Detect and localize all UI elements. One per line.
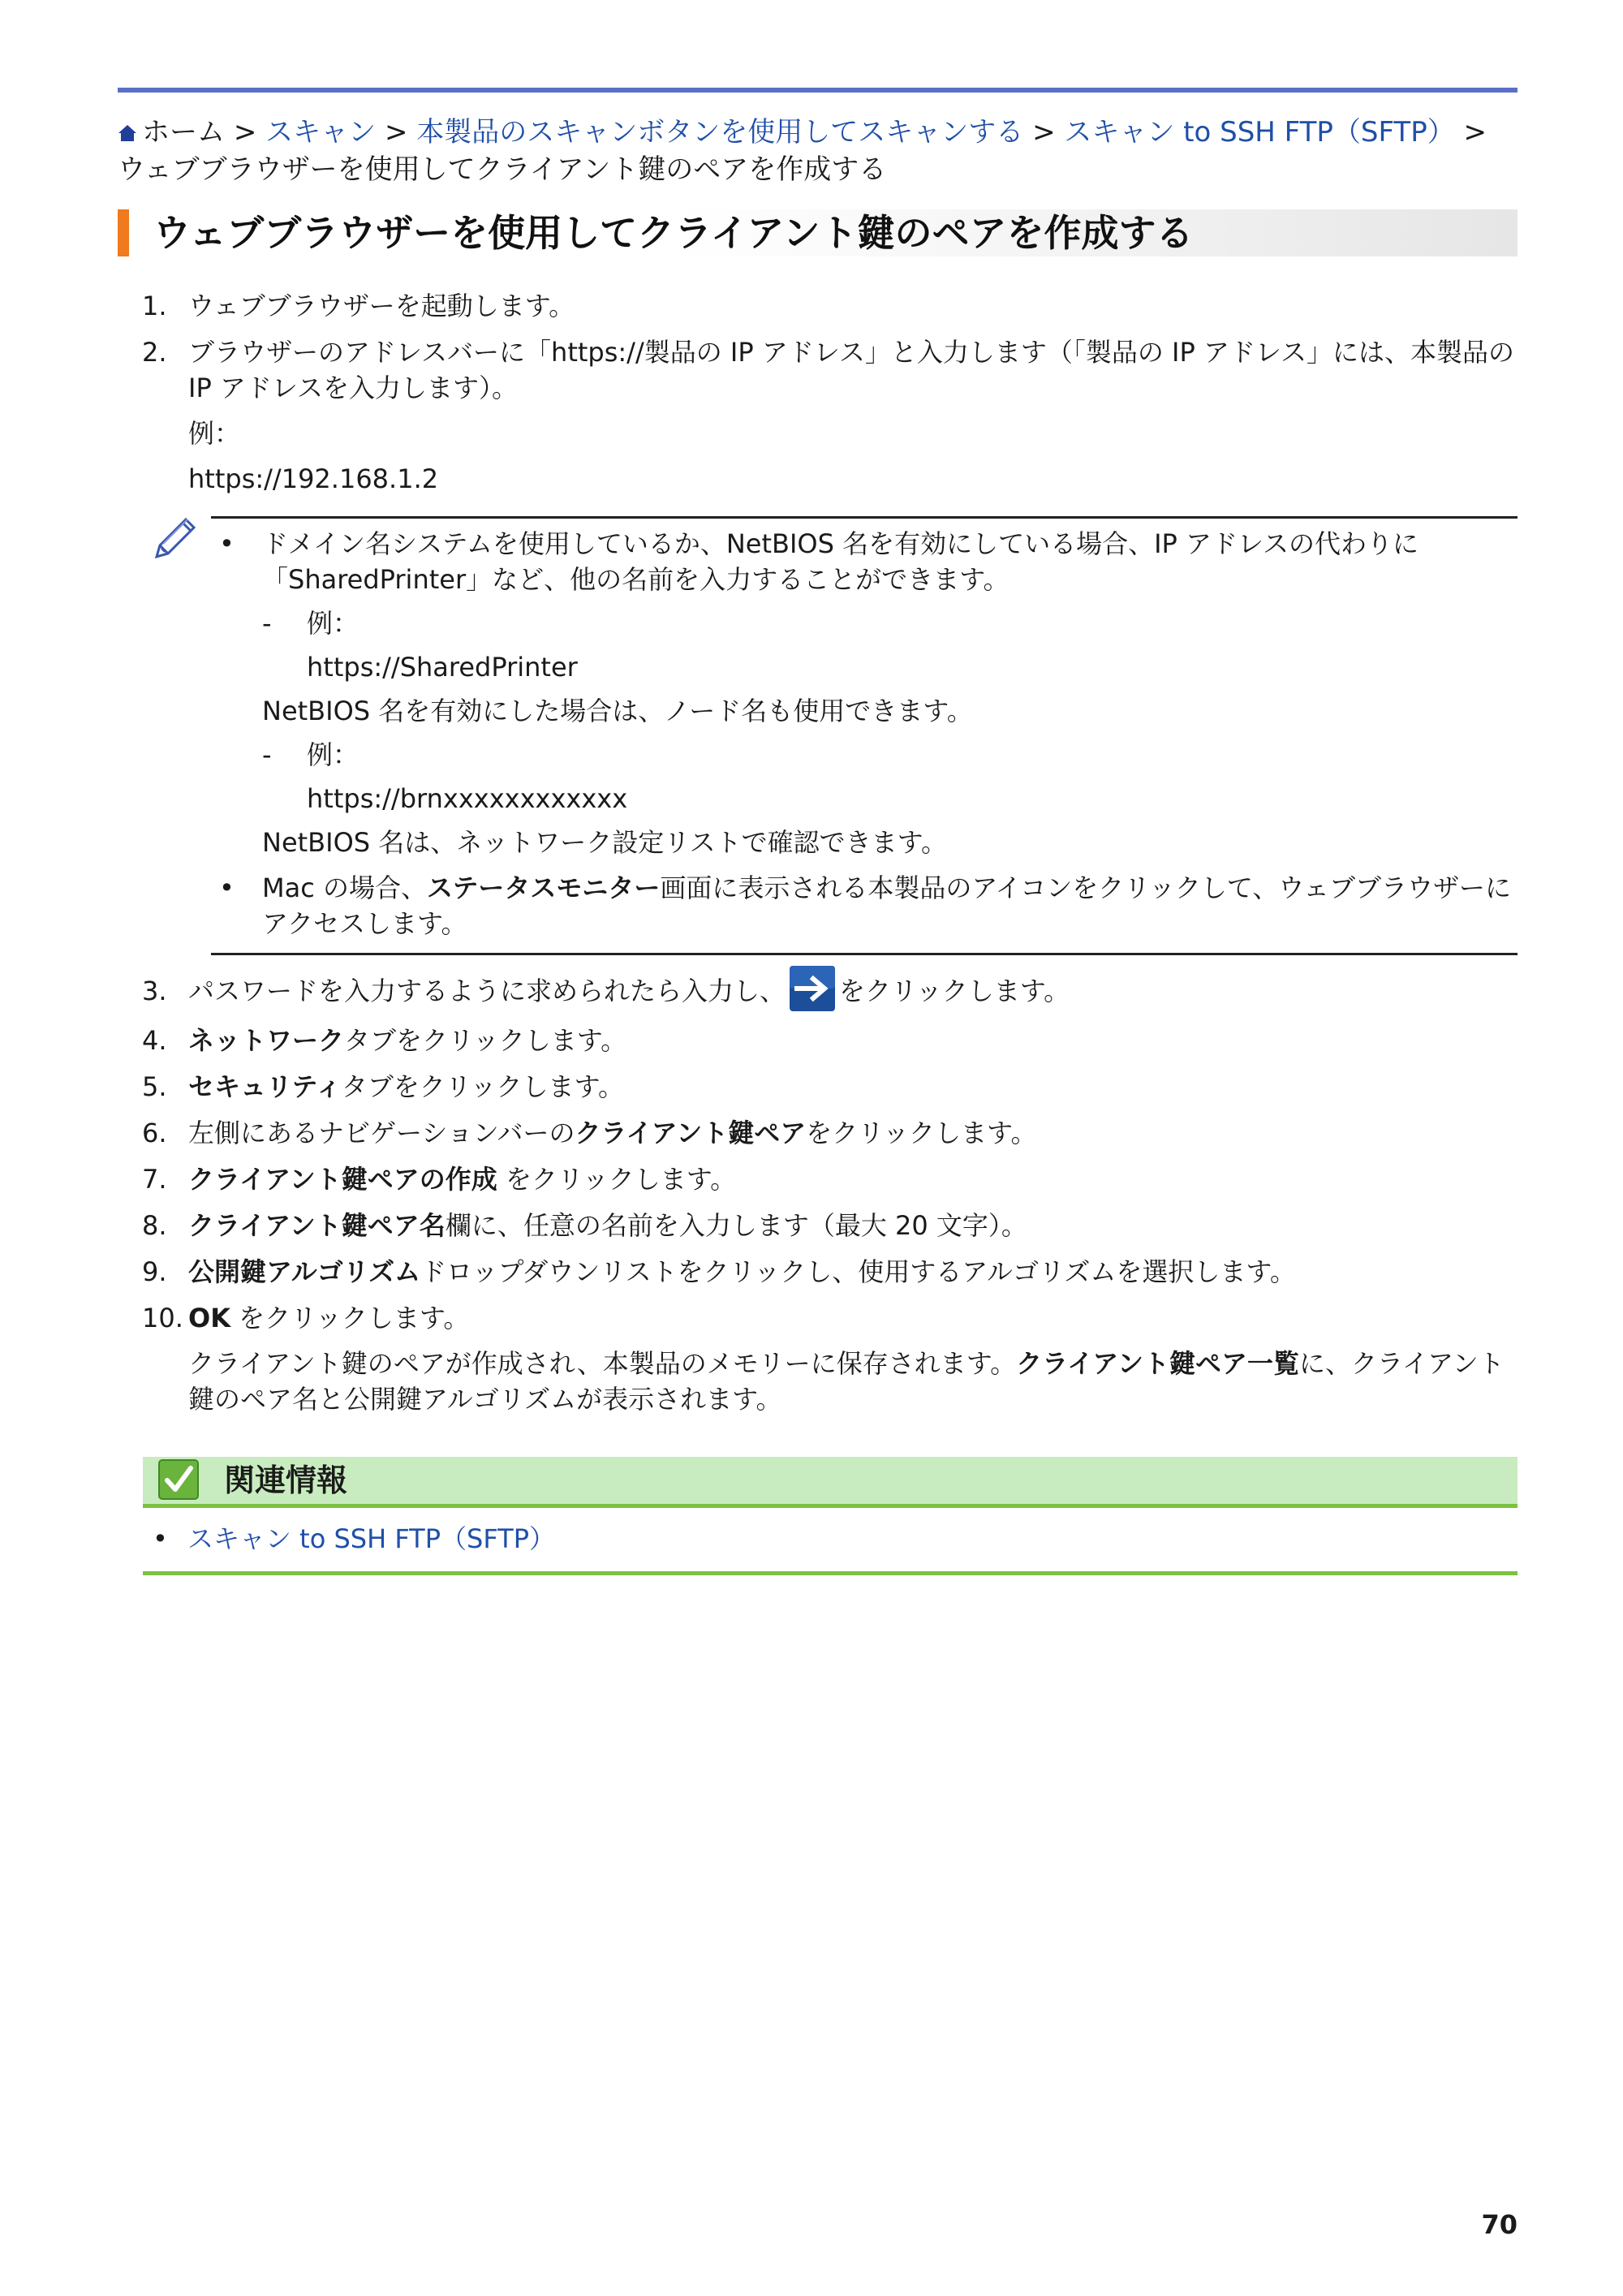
example-url: https://SharedPrinter [307, 652, 578, 683]
bullet-dot: • [219, 872, 235, 903]
step-5 [142, 1069, 1518, 1105]
step-number: 2. [142, 337, 167, 368]
pencil-icon [150, 513, 200, 563]
step-10 [142, 1300, 1518, 1417]
step-number: 8. [142, 1210, 167, 1241]
step-text: ウェブブラウザーを起動します。 [188, 291, 575, 321]
step-text: をクリックします。 [839, 976, 1070, 1006]
breadcrumb-current: ウェブブラウザーを使用してクライアント鍵のペアを作成する [118, 153, 887, 186]
step-text: ブラウザーのアドレスバーに「https://製品の IP アドレス」と入力します（「製品の IP アドレス」には、本製品の IP アドレスを入力します）。 [188, 337, 1514, 403]
step-3 [142, 973, 1518, 1012]
note-bullet-2 [219, 870, 1518, 941]
page-title-text: ウェブブラウザーを使用してクライアント鍵のペアを作成する [153, 211, 1194, 255]
step-number: 4. [142, 1025, 167, 1056]
related-info [143, 1457, 1518, 1575]
page-number: 70 [1481, 2209, 1518, 2240]
example-url: https://192.168.1.2 [188, 463, 439, 494]
related-info-item [143, 1521, 1518, 1557]
step-text: 欄に、任意の名前を入力します（最大 20 文字）。 [445, 1210, 1027, 1241]
ok-label: OK [188, 1303, 230, 1333]
step-text: をクリックします。 [806, 1118, 1037, 1148]
network-tab-label: ネットワーク [188, 1025, 345, 1056]
note-text: NetBIOS 名は、ネットワーク設定リストで確認できます。 [262, 827, 948, 858]
client-key-pair-label: クライアント鍵ペア [575, 1118, 807, 1148]
top-rule [118, 88, 1518, 93]
step-2 [142, 334, 1518, 497]
step-number: 10. [142, 1303, 183, 1333]
example-url: https://brnxxxxxxxxxxxx [307, 783, 628, 814]
page-title [118, 209, 1518, 256]
step-number: 5. [142, 1071, 167, 1102]
breadcrumb-separator: > [1463, 116, 1487, 149]
breadcrumb-link-scan-button[interactable]: 本製品のスキャンボタンを使用してスキャンする [416, 116, 1024, 149]
create-key-pair-label: クライアント鍵ペアの作成 [188, 1164, 497, 1195]
step-text: 左側にあるナビゲーションバーの [188, 1118, 575, 1148]
breadcrumb [118, 114, 1518, 188]
note-top-rule [211, 516, 1518, 519]
step-9 [142, 1254, 1518, 1290]
note-text: Mac の場合、 [262, 872, 427, 903]
step-text: パスワードを入力するように求められたら入力し、 [188, 976, 786, 1006]
note-text: ドメイン名システムを使用しているか、NetBIOS 名を有効にしている場合、IP アドレスの代わりに「SharedPrinter」など、他の名前を入力することができます。 [262, 528, 1419, 595]
related-info-rule [143, 1571, 1518, 1575]
breadcrumb-link-sftp[interactable]: スキャン to SSH FTP（SFTP） [1064, 116, 1455, 149]
step-4 [142, 1023, 1518, 1058]
example-label: 例： [307, 739, 359, 770]
related-info-rule [143, 1504, 1518, 1508]
note-bottom-rule [211, 953, 1518, 955]
security-tab-label: セキュリティ [188, 1071, 342, 1102]
related-link-sftp[interactable]: スキャン to SSH FTP（SFTP） [187, 1523, 556, 1554]
steps-list [142, 288, 1518, 1428]
step-text: をクリックします。 [497, 1164, 737, 1195]
step-number: 1. [142, 291, 167, 321]
example-label: 例： [307, 608, 359, 639]
related-info-heading: 関連情報 [224, 1462, 348, 1498]
breadcrumb-home[interactable]: ホーム [142, 116, 225, 149]
note-example-1 [262, 605, 1518, 641]
dash-mark: - [262, 739, 272, 770]
step-7 [142, 1161, 1518, 1197]
step-number: 7. [142, 1164, 167, 1195]
step-text: ドロップダウンリストをクリックし、使用するアルゴリズムを選択します。 [420, 1256, 1296, 1287]
note-bullet-1 [219, 526, 1518, 860]
step-text: タブをクリックします。 [341, 1071, 624, 1102]
step-text: クライアント鍵のペアが作成され、本製品のメモリーに保存されます。 [188, 1348, 1017, 1379]
step-text: に、クライアント鍵のペア名と公開鍵アルゴリズムが表示されます。 [188, 1348, 1505, 1415]
bullet-dot: • [219, 528, 235, 559]
note-body [0, 513, 1518, 953]
step-number: 3. [142, 976, 167, 1006]
arrow-right-icon [789, 965, 836, 1012]
title-accent-bar [118, 209, 129, 256]
key-pair-name-label: クライアント鍵ペア名 [188, 1210, 446, 1241]
step-6 [142, 1115, 1518, 1151]
note-text: NetBIOS 名を有効にした場合は、ノード名も使用できます。 [262, 696, 973, 726]
step-number: 6. [142, 1118, 167, 1148]
step-8 [142, 1208, 1518, 1243]
key-pair-list-label: クライアント鍵ペア一覧 [1016, 1348, 1299, 1379]
breadcrumb-separator: > [1032, 116, 1056, 149]
step-text: をクリックします。 [230, 1303, 470, 1333]
status-monitor-label: ステータスモニター [427, 872, 661, 903]
breadcrumb-separator: > [233, 116, 257, 149]
step-description [188, 1346, 1518, 1417]
public-key-algorithm-label: 公開鍵アルゴリズム [188, 1256, 421, 1287]
bullet-dot: • [153, 1523, 168, 1554]
note-text: 画面に表示される本製品のアイコンをクリックして、ウェブブラウザーにアクセスします。 [262, 872, 1512, 939]
example-label: 例： [188, 418, 241, 449]
related-info-header [143, 1457, 1518, 1504]
step-1 [142, 288, 1518, 324]
breadcrumb-separator: > [384, 116, 408, 149]
note-example-2 [262, 737, 1518, 773]
home-icon [118, 123, 137, 143]
step-number: 9. [142, 1256, 167, 1287]
breadcrumb-link-scan[interactable]: スキャン [265, 116, 377, 149]
checkmark-icon [157, 1458, 200, 1501]
dash-mark: - [262, 608, 272, 639]
note-box [0, 513, 1518, 955]
step-text: タブをクリックします。 [344, 1025, 627, 1056]
